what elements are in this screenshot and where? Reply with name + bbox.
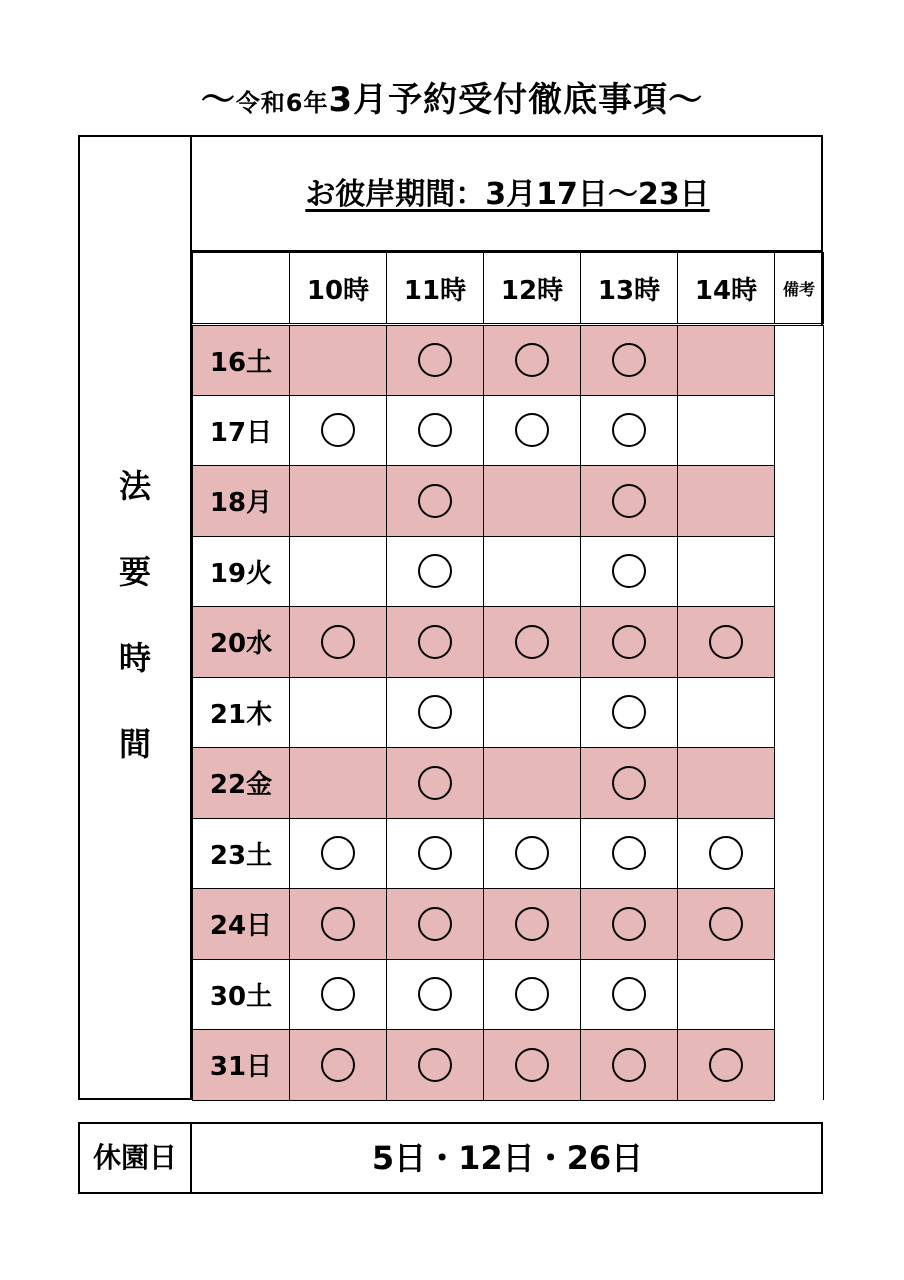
slot-cell [678,889,775,960]
available-circle-icon [418,766,452,800]
slot-cell [290,677,387,748]
slot-cell [678,466,775,537]
slot-cell [581,748,678,819]
title-era-year: 令和6年 [235,89,329,117]
slot-cell [484,818,581,889]
side-label-char: 法 [118,467,151,505]
day-cell: 22金 [193,748,290,819]
slot-cell [290,959,387,1030]
available-circle-icon [418,554,452,588]
schedule-grid [192,252,823,1100]
available-circle-icon [515,977,549,1011]
available-circle-icon [418,625,452,659]
header-12: 12時 [484,253,581,325]
table-row [193,748,824,819]
table-row [193,818,824,889]
header-note: 備考 [775,253,824,325]
note-cell [775,677,824,748]
slot-cell [387,748,484,819]
header-14: 14時 [678,253,775,325]
available-circle-icon [321,977,355,1011]
available-circle-icon [321,625,355,659]
available-circle-icon [515,907,549,941]
table-row [193,395,824,466]
slot-cell [678,818,775,889]
slot-cell [387,1030,484,1101]
available-circle-icon [418,695,452,729]
side-label-char: 時 [118,639,151,677]
available-circle-icon [321,836,355,870]
day-cell: 16土 [193,325,290,396]
available-circle-icon [612,836,646,870]
schedule-table [192,252,824,1101]
slot-cell [581,325,678,396]
day-cell: 21木 [193,677,290,748]
table-row [193,325,824,396]
available-circle-icon [612,977,646,1011]
note-cell [775,607,824,678]
day-cell: 20水 [193,607,290,678]
slot-cell [484,1030,581,1101]
slot-cell [678,607,775,678]
slot-cell [290,748,387,819]
table-row [193,1030,824,1101]
slot-cell [484,748,581,819]
slot-cell [387,959,484,1030]
title-tilde-right: 〜 [668,80,704,120]
slot-cell [484,466,581,537]
side-label-char: 要 [118,553,151,591]
available-circle-icon [612,343,646,377]
title-tilde-left: 〜 [200,80,236,120]
side-label-char: 間 [118,725,151,763]
available-circle-icon [418,1048,452,1082]
slot-cell [387,677,484,748]
available-circle-icon [612,413,646,447]
slot-cell [678,677,775,748]
slot-cell [387,466,484,537]
slot-cell [290,818,387,889]
slot-cell [678,395,775,466]
slot-cell [678,325,775,396]
slot-cell [387,889,484,960]
slot-cell [678,959,775,1030]
note-cell [775,818,824,889]
table-row [193,607,824,678]
slot-cell [678,1030,775,1101]
closed-days-box [78,1122,823,1194]
available-circle-icon [418,977,452,1011]
note-cell [775,536,824,607]
slot-cell [581,889,678,960]
table-row [193,677,824,748]
day-cell: 30土 [193,959,290,1030]
header-10: 10時 [290,253,387,325]
day-cell: 19火 [193,536,290,607]
slot-cell [581,1030,678,1101]
day-cell: 18月 [193,466,290,537]
slot-cell [484,677,581,748]
note-cell [775,748,824,819]
table-row [193,889,824,960]
day-cell: 23土 [193,818,290,889]
available-circle-icon [418,907,452,941]
day-cell: 24日 [193,889,290,960]
table-row [193,959,824,1030]
slot-cell [581,959,678,1030]
available-circle-icon [321,413,355,447]
slot-cell [581,677,678,748]
slot-cell [581,395,678,466]
slot-cell [581,607,678,678]
note-cell [775,395,824,466]
slot-cell [387,536,484,607]
slot-cell [290,1030,387,1101]
slot-cell [290,889,387,960]
table-row [193,466,824,537]
slot-cell [581,536,678,607]
side-label [80,460,190,804]
available-circle-icon [612,695,646,729]
available-circle-icon [612,625,646,659]
available-circle-icon [515,413,549,447]
side-label-column [80,137,192,1098]
slot-cell [581,818,678,889]
available-circle-icon [612,484,646,518]
slot-cell [290,536,387,607]
available-circle-icon [418,413,452,447]
available-circle-icon [709,1048,743,1082]
schedule-table-frame [78,135,823,1100]
table-header-row [193,253,824,325]
table-row [193,536,824,607]
note-cell [775,889,824,960]
slot-cell [290,607,387,678]
available-circle-icon [515,343,549,377]
slot-cell [484,325,581,396]
available-circle-icon [515,625,549,659]
page-title [0,74,904,129]
slot-cell [581,466,678,537]
available-circle-icon [612,766,646,800]
available-circle-icon [709,836,743,870]
slot-cell [387,818,484,889]
note-cell [775,466,824,537]
closed-days-label: 休園日 [80,1124,192,1192]
day-cell: 17日 [193,395,290,466]
slot-cell [290,466,387,537]
note-cell [775,959,824,1030]
title-main: 3月予約受付徹底事項 [328,80,669,120]
note-cell [775,1030,824,1101]
header-13: 13時 [581,253,678,325]
day-cell: 31日 [193,1030,290,1101]
available-circle-icon [612,1048,646,1082]
slot-cell [484,889,581,960]
slot-cell [387,325,484,396]
slot-cell [484,395,581,466]
slot-cell [484,536,581,607]
available-circle-icon [321,907,355,941]
available-circle-icon [418,343,452,377]
slot-cell [678,536,775,607]
available-circle-icon [418,484,452,518]
slot-cell [678,748,775,819]
higan-period-header [192,137,823,252]
slot-cell [387,395,484,466]
slot-cell [484,959,581,1030]
available-circle-icon [709,907,743,941]
available-circle-icon [612,907,646,941]
higan-period-text: お彼岸期間：3月17日〜23日 [305,177,710,212]
header-empty-cell [193,253,290,325]
slot-cell [484,607,581,678]
available-circle-icon [418,836,452,870]
closed-days-value: 5日・12日・26日 [371,1139,644,1177]
slot-cell [290,325,387,396]
slot-cell [290,395,387,466]
available-circle-icon [515,1048,549,1082]
available-circle-icon [321,1048,355,1082]
available-circle-icon [709,625,743,659]
note-cell [775,325,824,396]
available-circle-icon [612,554,646,588]
slot-cell [387,607,484,678]
available-circle-icon [515,836,549,870]
header-11: 11時 [387,253,484,325]
